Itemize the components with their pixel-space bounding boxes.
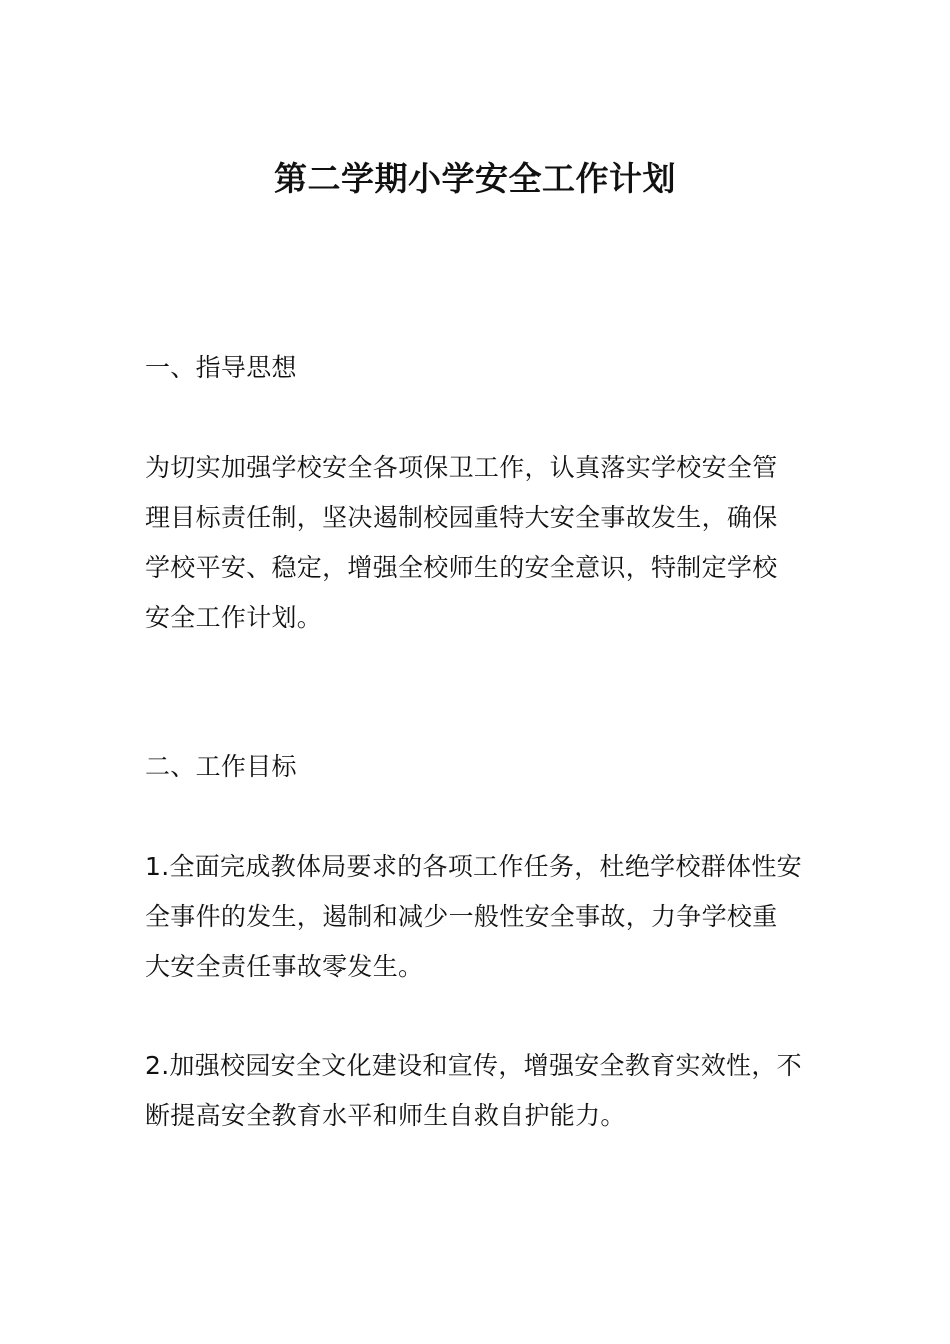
paragraph-line: 1.全面完成教体局要求的各项工作任务，杜绝学校群体性安 xyxy=(145,852,802,881)
paragraph-line: 大安全责任事故零发生。 xyxy=(145,952,424,981)
paragraph-line: 学校平安、稳定，增强全校师生的安全意识，特制定学校 xyxy=(145,553,778,582)
section-2-heading: 二、工作目标 xyxy=(145,752,297,781)
paragraph-line: 全事件的发生，遏制和减少一般性安全事故，力争学校重 xyxy=(145,902,778,931)
paragraph-line: 安全工作计划。 xyxy=(145,603,323,632)
paragraph-line: 理目标责任制，坚决遏制校园重特大安全事故发生，确保 xyxy=(145,503,778,532)
section-1-paragraph xyxy=(145,443,810,643)
paragraph-line: 断提高安全教育水平和师生自救自护能力。 xyxy=(145,1101,626,1130)
goal-item-1 xyxy=(145,842,810,992)
document-title: 第二学期小学安全工作计划 xyxy=(274,159,676,198)
section-1-heading: 一、指导思想 xyxy=(145,353,297,382)
paragraph-line: 为切实加强学校安全各项保卫工作，认真落实学校安全管 xyxy=(145,453,778,482)
paragraph-line: 2.加强校园安全文化建设和宣传，增强安全教育实效性，不 xyxy=(145,1051,802,1080)
goal-item-2 xyxy=(145,1041,810,1141)
